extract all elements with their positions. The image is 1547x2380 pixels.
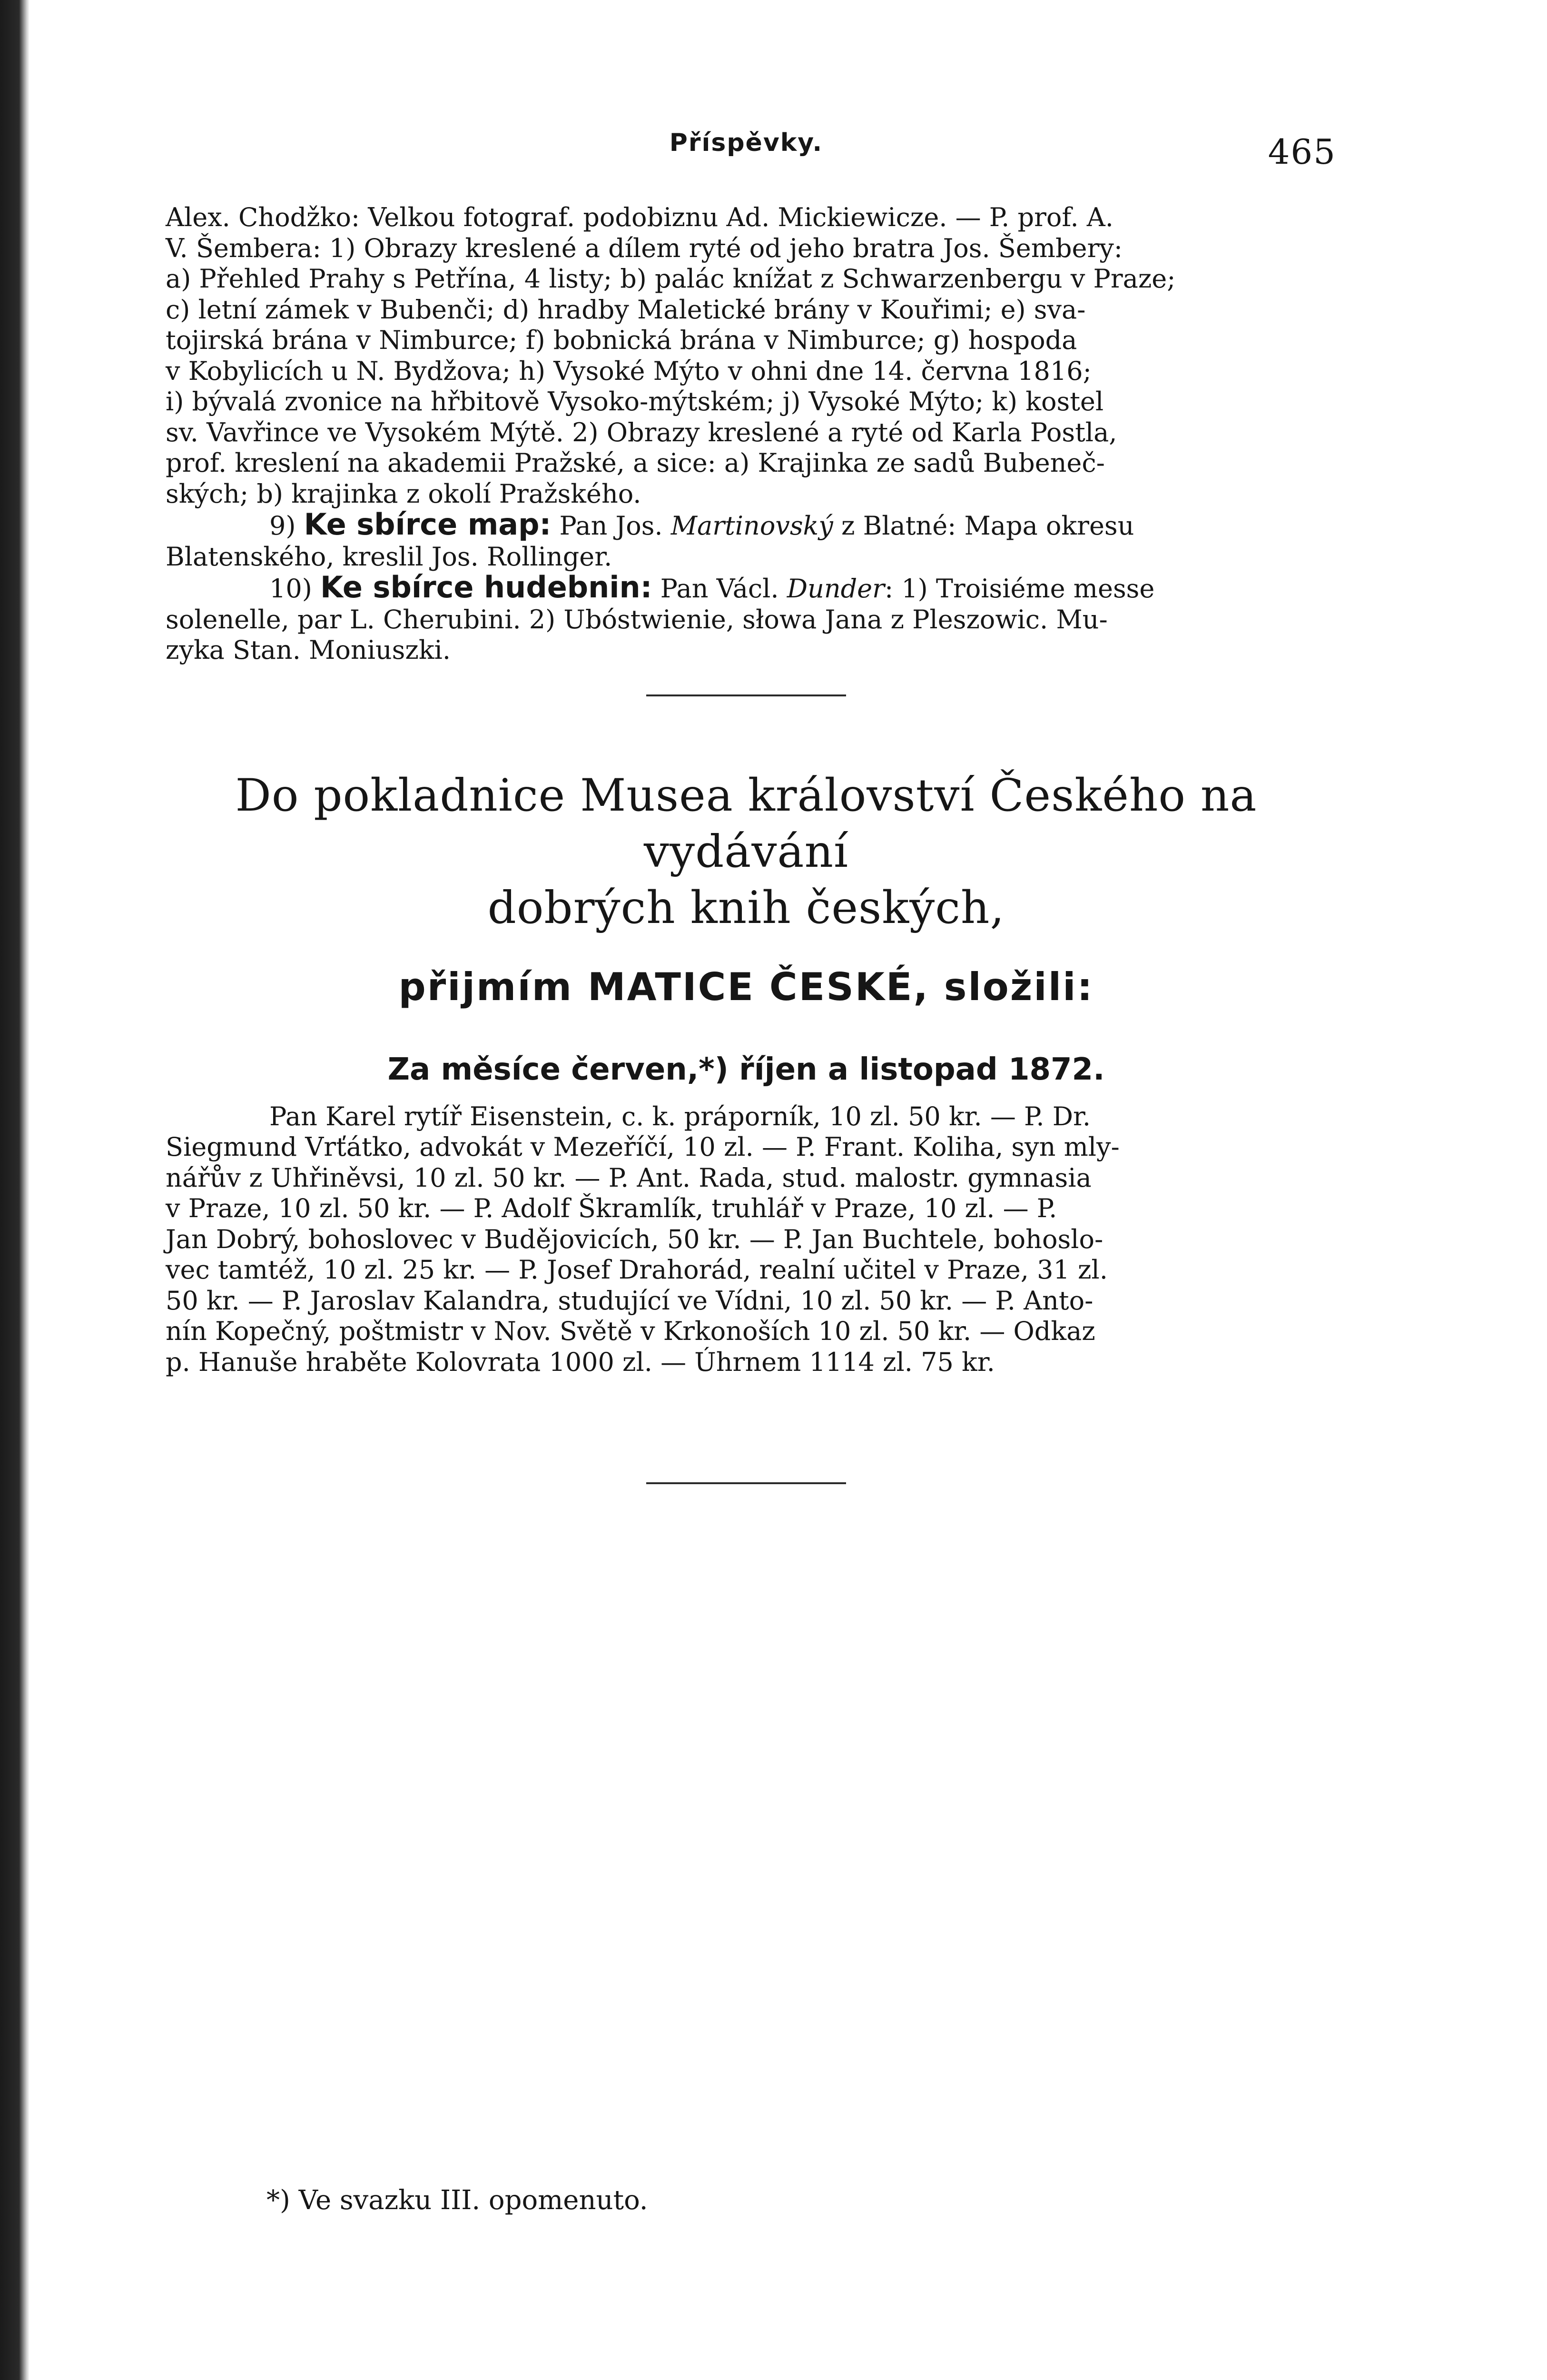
text-line: Blatenského, kreslil Jos. Rollinger. [166, 541, 612, 572]
running-head: Příspěvky. [669, 129, 823, 157]
date-heading: Za měsíce červen,*) říjen a listopad 1872. [387, 1051, 1105, 1087]
text-line: V. Šembera: 1) Obrazy kreslené a dílem ryté od jeho bratra Jos. Šembery: [166, 233, 1123, 263]
donor-line: Pan Karel rytíř Eisenstein, c. k. práporník, 10 zl. 50 kr. — P. Dr. [269, 1101, 1091, 1131]
item-title: Ke sbírce map: [304, 507, 552, 542]
item-text: Pan Václ. [660, 574, 779, 604]
document-page [166, 121, 1336, 1484]
book-binding-edge [0, 0, 30, 2380]
donor-line: nín Kopečný, poštmistr v Nov. Světě v Krkonoších 10 zl. 50 kr. — Odkaz [166, 1316, 1095, 1346]
donor-line: p. Hanuše hraběte Kolovrata 1000 zl. — Úhrnem 1114 zl. 75 kr. [166, 1347, 995, 1377]
item-9-map-collection [166, 509, 1327, 542]
text-line: solenelle, par L. Cherubini. 2) Ubóstwienie, słowa Jana z Pleszowic. Mu- [166, 604, 1108, 635]
section-divider [646, 1482, 846, 1484]
donor-list [166, 1101, 1327, 1378]
text-line: Alex. Chodžko: Velkou fotograf. podobiznu Ad. Mickiewicze. — P. prof. A. [166, 202, 1113, 232]
item-text: Pan Jos. [559, 511, 663, 541]
donor-name: Dunder [787, 574, 885, 604]
section-heading [166, 768, 1327, 936]
donor-line: v Praze, 10 zl. 50 kr. — P. Adolf Škramlík, truhlář v Praze, 10 zl. — P. [166, 1193, 1057, 1223]
text-line: a) Přehled Prahy s Petřína, 4 listy; b) palác knížat z Schwarzenbergu v Praze; [166, 264, 1176, 294]
footnote: *) Ve svazku III. opomenuto. [266, 2185, 648, 2216]
donor-name: Martinovský [670, 511, 833, 541]
donor-line: nářův z Uhřiněvsi, 10 zl. 50 kr. — P. Ant. Rada, stud. malostr. gymnasia [166, 1162, 1092, 1193]
contributions-list [166, 202, 1327, 666]
text-line: c) letní zámek v Bubenči; d) hradby Maletické brány v Kouřimi; e) sva- [166, 294, 1086, 325]
text-line: zyka Stan. Moniuszki. [166, 635, 451, 665]
page-number: 465 [1268, 132, 1336, 172]
donor-line: Jan Dobrý, bohoslovec v Budějovicích, 50 kr. — P. Jan Buchtele, bohoslo- [166, 1224, 1104, 1254]
item-title: Ke sbírce hudebnin: [320, 570, 652, 605]
item-10-music-collection [166, 572, 1327, 605]
text-line: prof. kreslení na akademii Pražské, a sice: a) Krajinka ze sadů Bubeneč- [166, 448, 1105, 478]
section-subheading: přijmím MATICE ČESKÉ, složili: [398, 964, 1094, 1009]
text-line: tojirská brána v Nimburce; f) bobnická brána v Nimburce; g) hospoda [166, 325, 1077, 355]
heading-line: Do pokladnice Musea království Českého na vydávání [235, 769, 1257, 878]
item-text: : 1) Troisiéme messe [884, 574, 1155, 604]
section-divider [646, 694, 846, 696]
text-line: v Kobylicích u N. Bydžova; h) Vysoké Mýto v ohni dne 14. června 1816; [166, 356, 1092, 386]
item-number: 9) [269, 511, 296, 541]
donor-line: 50 kr. — P. Jaroslav Kalandra, studující ve Vídni, 10 zl. 50 kr. — P. Anto- [166, 1285, 1094, 1316]
item-number: 10) [269, 574, 312, 604]
donor-line: vec tamtéž, 10 zl. 25 kr. — P. Josef Drahorád, realní učitel v Praze, 31 zl. [166, 1255, 1108, 1285]
text-line: sv. Vavřince ve Vysokém Mýtě. 2) Obrazy kreslené a ryté od Karla Postla, [166, 417, 1117, 447]
page-header [166, 121, 1336, 174]
text-line: i) bývalá zvonice na hřbitově Vysoko-mýtském; j) Vysoké Mýto; k) kostel [166, 387, 1104, 416]
text-line: ských; b) krajinka z okolí Pražského. [166, 478, 641, 509]
item-text: z Blatné: Mapa okresu [841, 511, 1134, 541]
donor-line: Siegmund Vrťátko, advokát v Mezeříčí, 10 zl. — P. Frant. Koliha, syn mly- [166, 1132, 1120, 1162]
heading-line: dobrých knih českých, [487, 882, 1005, 934]
